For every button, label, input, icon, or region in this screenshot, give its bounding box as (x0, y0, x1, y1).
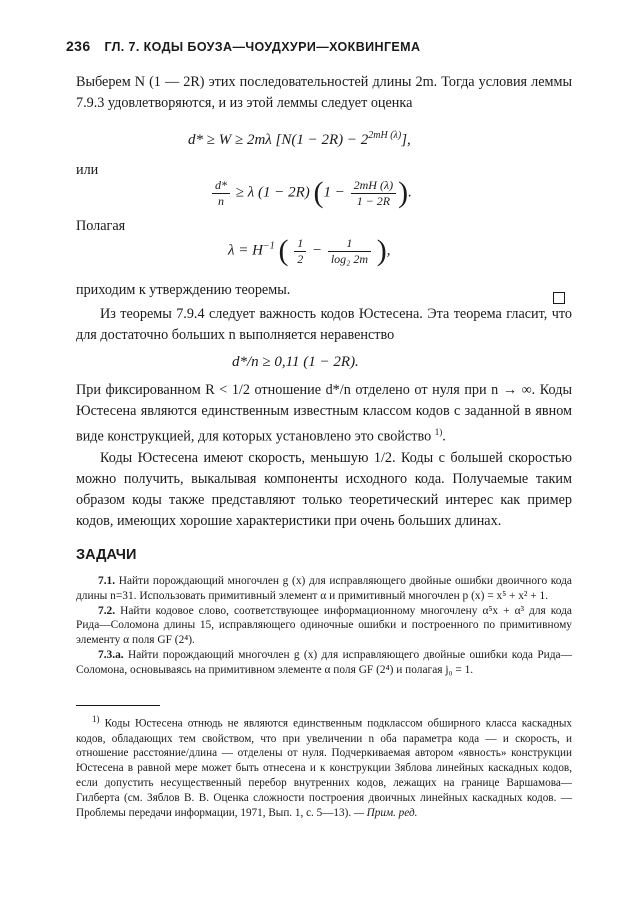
fixed-rate-text: При фиксированном R < 1/2 отношение d*/n отделено от нуля при n → ∞. Коды Юстесена являются единственным известным классом кодов с заданной в явном виде конструкцией, для которых установлено это свойство (76, 382, 572, 445)
formula-2-inner-den: 1 − 2R (356, 193, 391, 208)
formula-3-minus: − (311, 242, 323, 259)
problem-item (76, 574, 572, 604)
running-title: ГЛ. 7. КОДЫ БОУЗА—ЧОУДХУРИ—ХОКВИНГЕМА (104, 40, 421, 54)
problem-item (76, 648, 572, 678)
formula-4 (232, 354, 359, 371)
formula-3-f1-den: 2 (297, 251, 304, 266)
formula-1 (188, 130, 411, 149)
formula-2-close-paren: ) (398, 176, 409, 209)
formula-1-exponent: 2mH (λ) (368, 130, 402, 141)
formula-3-fraction-1 (294, 236, 306, 267)
formula-1-main: d* ≥ W ≥ 2mλ [N(1 − 2R) − 2 (188, 132, 369, 148)
section-title: ЗАДАЧИ (76, 547, 137, 563)
formula-3-fraction-2 (328, 236, 371, 267)
formula-3-open-paren: ( (278, 234, 289, 267)
page-number: 236 (66, 38, 91, 54)
formula-1-tail: ], (401, 132, 411, 148)
word-or: или (76, 162, 99, 178)
footnote-marker: 1) (92, 714, 100, 724)
formula-3-tail: , (386, 242, 391, 259)
formula-3 (228, 234, 391, 268)
problem-number: 7.2. (98, 604, 116, 617)
problem-number: 7.1. (98, 575, 116, 587)
intro-paragraph-block (76, 72, 572, 114)
speed-paragraph: Коды Юстесена имеют скорость, меньшую 1/2. Коды с большей скоростью можно получить, выкалывая компоненты исходного кода. Получаемые таким образом коды также представляют только теоретический интерес как пример кодов, имеющих хорошие характеристики при очень больших длинах. (76, 449, 572, 529)
formula-2-middle: ≥ λ (1 − 2R) (235, 184, 310, 201)
fixed-rate-paragraph (76, 380, 572, 448)
formula-2-inner-fraction (351, 178, 397, 209)
conclusion-line: приходим к утверждению теоремы. (76, 282, 291, 298)
formula-3-f1-num: 1 (294, 236, 306, 252)
problem-text: Найти порождающий многочлен g (x) для исправляющего двойные ошибки кода Рида—Соломона, основываясь на примитивном элементе α поля GF (2⁴) и полагая j₀ = 1. (76, 648, 572, 676)
footnote-text: Коды Юстесена отнюдь не являются единственным подклассом обширного класса каскадных кодов, обладающих тем свойством, что при увеличении n оба параметра кода — и скорость, и отношение расстояние/длина — отделены от нуля. Подчеркиваемая автором «явность» конструкции Юстесена в равной мере может быть отнесена и к конструкции Зяблова линейных каскадных кодов, если допустить несущественный перебор внутренних кодов, лежащих на границе Варшамова—Гилберта (см. Зяблов В. В. Оценка сложности построения двоичных линейных каскадных кодов. — Проблемы передачи информации, 1971, Вып. 1, с. 5—13). (76, 717, 573, 819)
formula-3-f2-den: log₂ 2m (330, 251, 368, 266)
footnote-reference[interactable]: 1) (434, 427, 443, 437)
formula-3-close-paren: ) (376, 234, 387, 267)
formula-2-inner-num: 2mH (λ) (351, 178, 397, 194)
formula-3-f2-num: 1 (328, 236, 371, 252)
formula-3-sup: −1 (262, 240, 275, 252)
formula-2-prefix: 1 − (323, 184, 345, 201)
theorem-paragraph: Из теоремы 7.9.4 следует важность кодов Юстесена. Эта теорема гласит, что для достаточно больших n выполняется неравенство (76, 306, 572, 343)
problem-item (76, 604, 572, 648)
formula-3-lhs: λ = H (228, 242, 263, 259)
conclusion-block (76, 280, 572, 301)
footnote (76, 712, 572, 820)
theorem-paragraph-block (76, 304, 572, 346)
qed-square-icon (553, 292, 565, 304)
formula-2-den: n (218, 193, 224, 208)
formula-4-text: d*/n ≥ 0,11 (1 − 2R). (232, 354, 359, 370)
formula-2-fraction (212, 178, 230, 209)
running-header (66, 38, 566, 54)
footnote-paragraph (76, 712, 572, 820)
problem-text: Найти кодовое слово, соответствующее информационному многочлену α⁵x + α³ для кода Рида—Соломона длины 15, исправляющего одиночные ошибки и построенного по примитивному элементу α поля GF (2⁴). (76, 604, 572, 647)
fixed-rate-end: . (442, 428, 446, 445)
formula-2-open-paren: ( (313, 176, 324, 209)
formula-2-num: d* (212, 178, 230, 194)
problem-text: Найти порождающий многочлен g (x) для исправляющего двойные ошибки двоичного кода длины n=31. Использовать примитивный элемент α и примитивный многочлен p (x) = x⁵ + x² + 1. (76, 575, 572, 602)
problems-list (76, 574, 572, 678)
footnote-divider (76, 705, 160, 706)
formula-2-tail: . (408, 184, 412, 201)
intro-paragraph: Выберем N (1 — 2R) этих последовательностей длины 2m. Тогда условия леммы 7.9.3 удовлетворяются, и из этой леммы следует оценка (76, 74, 572, 111)
word-polagaya: Полагая (76, 218, 126, 234)
formula-2 (210, 176, 412, 210)
editor-note: — Прим. ред. (353, 806, 418, 819)
fixed-rate-paragraph-block (76, 380, 572, 532)
problem-number: 7.3.a. (98, 648, 124, 661)
